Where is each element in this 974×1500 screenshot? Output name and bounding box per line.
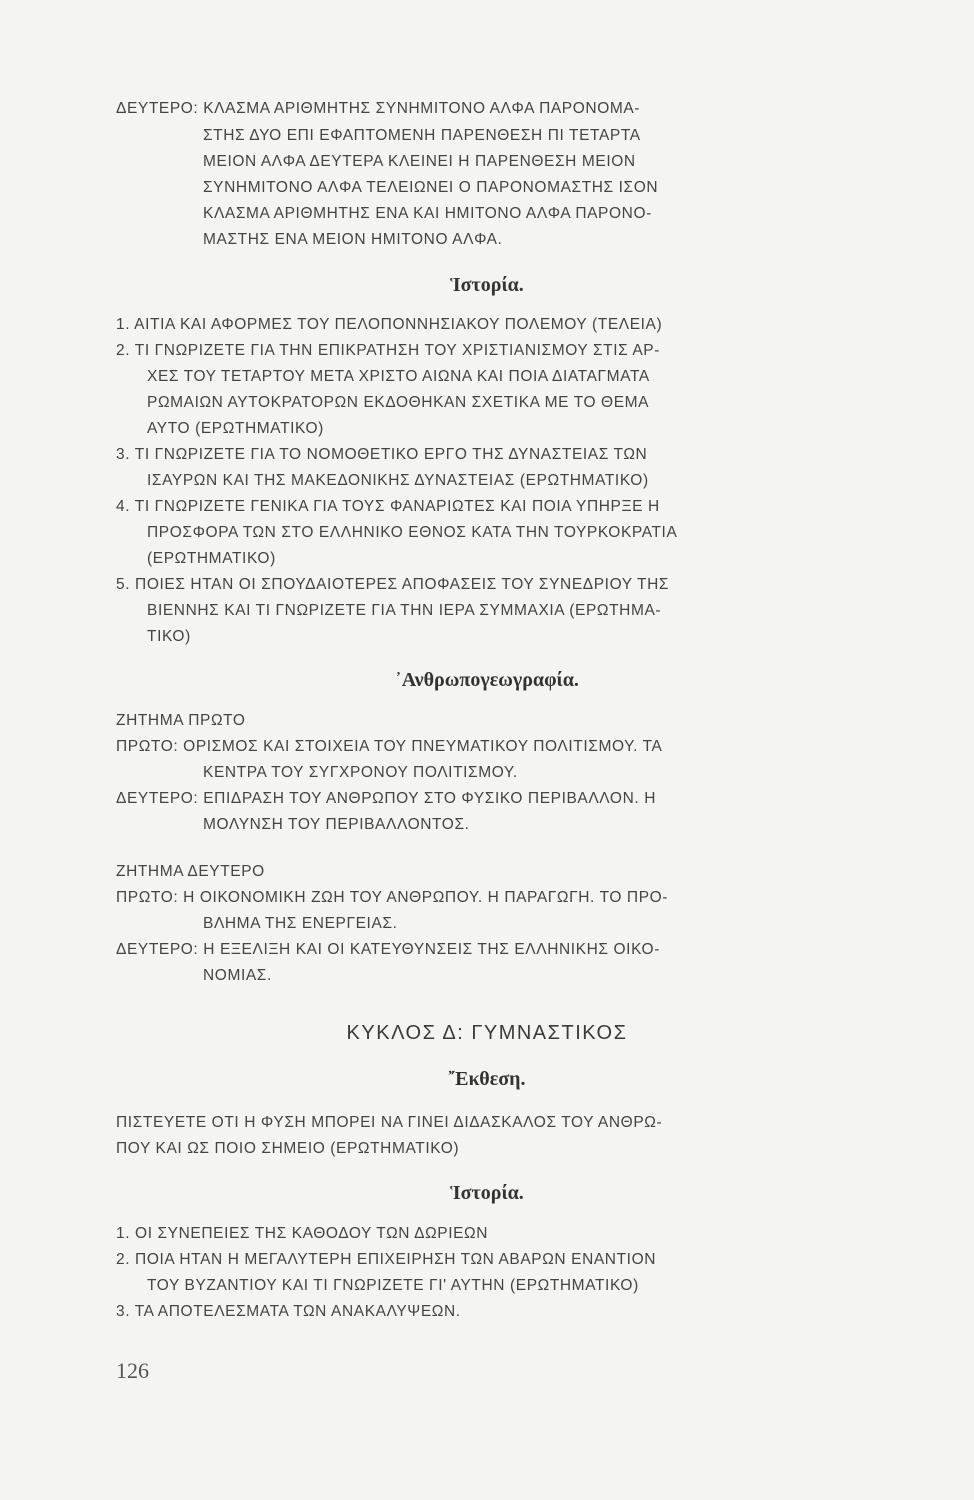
text-line: ΔΕΥΤΕΡΟ: ΕΠΙΔΡΑΣΗ ΤΟΥ ΑΝΘΡΩΠΟΥ ΣΤΟ ΦΥΣΙΚΟ ΠΕΡΙΒΑΛΛΟΝ. Η	[116, 790, 656, 807]
text-line: ΙΣΑΥΡΩΝ ΚΑΙ ΤΗΣ ΜΑΚΕΔΟΝΙΚΗΣ ΔΥΝΑΣΤΕΙΑΣ (ΕΡΩΤΗΜΑΤΙΚΟ)	[147, 472, 649, 489]
section-heading-history: Ἱστορία.	[450, 274, 524, 296]
text-line: ΣΥΝΗΜΙΤΟΝΟ ΑΛΦΑ ΤΕΛΕΙΩΝΕΙ Ο ΠΑΡΟΝΟΜΑΣΤΗΣ ΙΣΟΝ	[203, 179, 659, 196]
text-line: ΚΛΑΣΜΑ ΑΡΙΘΜΗΤΗΣ ΕΝΑ ΚΑΙ ΗΜΙΤΟΝΟ ΑΛΦΑ ΠΑΡΟΝΟ-	[203, 205, 652, 222]
text-line: ΔΕΥΤΕΡΟ: Η ΕΞΕΛΙΞΗ ΚΑΙ ΟΙ ΚΑΤΕΥΘΥΝΣΕΙΣ ΤΗΣ ΕΛΛΗΝΙΚΗΣ ΟΙΚΟ-	[116, 941, 660, 958]
text-line: ΔΕΥΤΕΡΟ: ΚΛΑΣΜΑ ΑΡΙΘΜΗΤΗΣ ΣΥΝΗΜΙΤΟΝΟ ΑΛΦΑ ΠΑΡΟΝΟΜΑ-	[116, 100, 641, 117]
section-heading-essay: ῎Εκθεση.	[448, 1068, 526, 1090]
list-item: 5. ΠΟΙΕΣ ΗΤΑΝ ΟΙ ΣΠΟΥΔΑΙΟΤΕΡΕΣ ΑΠΟΦΑΣΕΙΣ ΤΟΥ ΣΥΝΕΔΡΙΟΥ ΤΗΣ	[116, 576, 670, 593]
text-line: ΝΟΜΙΑΣ.	[203, 967, 272, 984]
list-item: 4. ΤΙ ΓΝΩΡΙΖΕΤΕ ΓΕΝΙΚΑ ΓΙΑ ΤΟΥΣ ΦΑΝΑΡΙΩΤΕΣ ΚΑΙ ΠΟΙΑ ΥΠΗΡΞΕ Η	[116, 498, 660, 515]
subject-label: ΖΗΤΗΜΑ ΔΕΥΤΕΡΟ	[116, 863, 265, 880]
text-line: ΚΕΝΤΡΑ ΤΟΥ ΣΥΓΧΡΟΝΟΥ ΠΟΛΙΤΙΣΜΟΥ.	[203, 764, 518, 781]
text-line: ΠΡΟΣΦΟΡΑ ΤΩΝ ΣΤΟ ΕΛΛΗΝΙΚΟ ΕΘΝΟΣ ΚΑΤΑ ΤΗΝ ΤΟΥΡΚΟΚΡΑΤΙΑ	[147, 524, 678, 541]
section-heading-anthropogeography: ᾿Ανθρωπογεωγραφία.	[395, 669, 579, 691]
list-item: 1. ΑΙΤΙΑ ΚΑΙ ΑΦΟΡΜΕΣ ΤΟΥ ΠΕΛΟΠΟΝΝΗΣΙΑΚΟΥ ΠΟΛΕΜΟΥ (ΤΕΛΕΙΑ)	[116, 316, 663, 333]
cycle-title: ΚΥΚΛΟΣ Δ: ΓΥΜΝΑΣΤΙΚΟΣ	[346, 1022, 628, 1044]
section-heading-history: Ἱστορία.	[450, 1182, 524, 1204]
text-line: ΡΩΜΑΙΩΝ ΑΥΤΟΚΡΑΤΟΡΩΝ ΕΚΔΟΘΗΚΑΝ ΣΧΕΤΙΚΑ ΜΕ ΤΟ ΘΕΜΑ	[147, 394, 650, 411]
text-line: ΑΥΤΟ (ΕΡΩΤΗΜΑΤΙΚΟ)	[147, 420, 324, 437]
text-line: ΣΤΗΣ ΔΥΟ ΕΠΙ ΕΦΑΠΤΟΜΕΝΗ ΠΑΡΕΝΘΕΣΗ ΠΙ ΤΕΤΑΡΤΑ	[203, 127, 641, 144]
text-line: ΤΙΚΟ)	[147, 628, 191, 645]
list-item: 2. ΠΟΙΑ ΗΤΑΝ Η ΜΕΓΑΛΥΤΕΡΗ ΕΠΙΧΕΙΡΗΣΗ ΤΩΝ ΑΒΑΡΩΝ ΕΝΑΝΤΙΟΝ	[116, 1251, 657, 1268]
list-item: 3. ΤΑ ΑΠΟΤΕΛΕΣΜΑΤΑ ΤΩΝ ΑΝΑΚΑΛΥΨΕΩΝ.	[116, 1303, 461, 1320]
list-item: 1. ΟΙ ΣΥΝΕΠΕΙΕΣ ΤΗΣ ΚΑΘΟΔΟΥ ΤΩΝ ΔΩΡΙΕΩΝ	[116, 1225, 489, 1242]
text-line: ΒΛΗΜΑ ΤΗΣ ΕΝΕΡΓΕΙΑΣ.	[203, 915, 398, 932]
text-line: ΜΟΛΥΝΣΗ ΤΟΥ ΠΕΡΙΒΑΛΛΟΝΤΟΣ.	[203, 816, 470, 833]
text-line: (ΕΡΩΤΗΜΑΤΙΚΟ)	[147, 550, 276, 567]
subject-label: ΖΗΤΗΜΑ ΠΡΩΤΟ	[116, 712, 246, 729]
list-item: 3. ΤΙ ΓΝΩΡΙΖΕΤΕ ΓΙΑ ΤΟ ΝΟΜΟΘΕΤΙΚΟ ΕΡΓΟ ΤΗΣ ΔΥΝΑΣΤΕΙΑΣ ΤΩΝ	[116, 446, 648, 463]
list-item: 2. ΤΙ ΓΝΩΡΙΖΕΤΕ ΓΙΑ ΤΗΝ ΕΠΙΚΡΑΤΗΣΗ ΤΟΥ ΧΡΙΣΤΙΑΝΙΣΜΟΥ ΣΤΙΣ ΑΡ-	[116, 342, 660, 359]
page-number: 126	[116, 1358, 149, 1383]
text-line: ΤΟΥ ΒΥΖΑΝΤΙΟΥ ΚΑΙ ΤΙ ΓΝΩΡΙΖΕΤΕ ΓΙ' ΑΥΤΗΝ (ΕΡΩΤΗΜΑΤΙΚΟ)	[147, 1277, 639, 1294]
text-line: ΧΕΣ ΤΟΥ ΤΕΤΑΡΤΟΥ ΜΕΤΑ ΧΡΙΣΤΟ ΑΙΩΝΑ ΚΑΙ ΠΟΙΑ ΔΙΑΤΑΓΜΑΤΑ	[147, 368, 650, 385]
text-line: ΠΡΩΤΟ: Η ΟΙΚΟΝΟΜΙΚΗ ΖΩΗ ΤΟΥ ΑΝΘΡΩΠΟΥ. Η ΠΑΡΑΓΩΓΗ. ΤΟ ΠΡΟ-	[116, 889, 669, 906]
text-line: ΠΟΥ ΚΑΙ ΩΣ ΠΟΙΟ ΣΗΜΕΙΟ (ΕΡΩΤΗΜΑΤΙΚΟ)	[116, 1140, 460, 1157]
text-line: ΒΙΕΝΝΗΣ ΚΑΙ ΤΙ ΓΝΩΡΙΖΕΤΕ ΓΙΑ ΤΗΝ ΙΕΡΑ ΣΥΜΜΑΧΙΑ (ΕΡΩΤΗΜΑ-	[147, 602, 662, 619]
text-line: ΠΙΣΤΕΥΕΤΕ ΟΤΙ Η ΦΥΣΗ ΜΠΟΡΕΙ ΝΑ ΓΙΝΕΙ ΔΙΔΑΣΚΑΛΟΣ ΤΟΥ ΑΝΘΡΩ-	[116, 1114, 663, 1131]
text-line: ΠΡΩΤΟ: ΟΡΙΣΜΟΣ ΚΑΙ ΣΤΟΙΧΕΙΑ ΤΟΥ ΠΝΕΥΜΑΤΙΚΟΥ ΠΟΛΙΤΙΣΜΟΥ. ΤΑ	[116, 738, 663, 755]
text-line: ΜΑΣΤΗΣ ΕΝΑ ΜΕΙΟΝ ΗΜΙΤΟΝΟ ΑΛΦΑ.	[203, 231, 503, 248]
text-line: ΜΕΙΟΝ ΑΛΦΑ ΔΕΥΤΕΡΑ ΚΛΕΙΝΕΙ Η ΠΑΡΕΝΘΕΣΗ ΜΕΙΟΝ	[203, 153, 636, 170]
